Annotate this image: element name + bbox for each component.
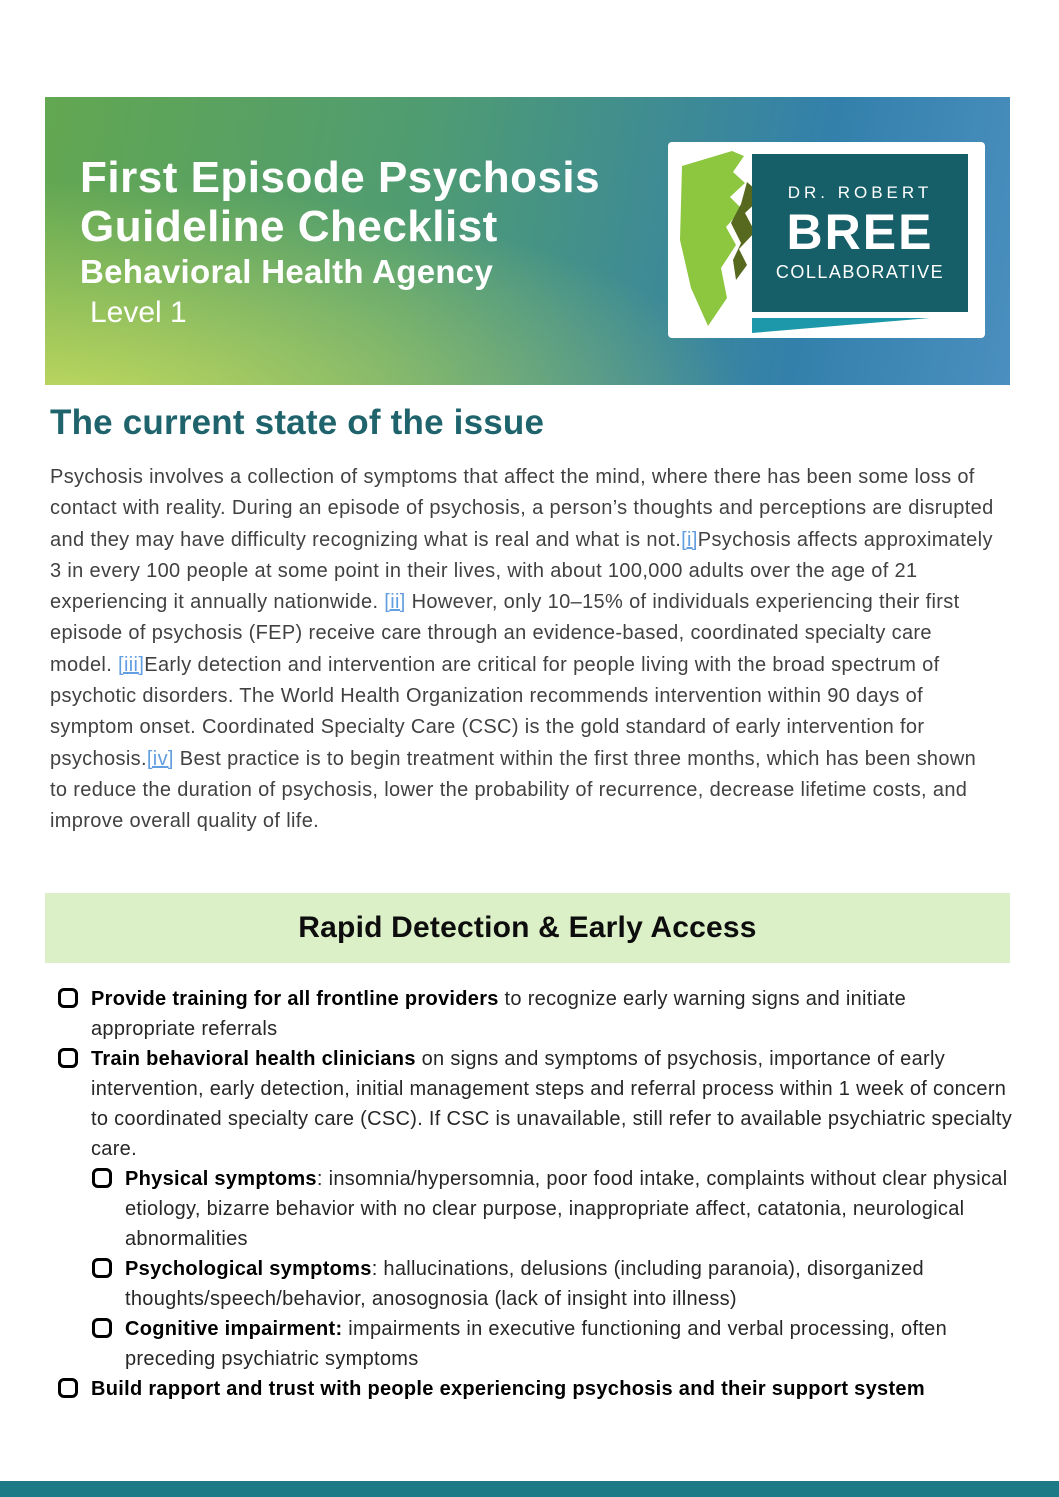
checklist-item-text: Build rapport and trust with people experiencing psychosis and their support system [91, 1378, 925, 1400]
logo-line-bree: BREE [786, 204, 934, 260]
bree-collaborative-logo [668, 142, 985, 338]
checklist-item-text: Train behavioral health clinicians on signs and symptoms of psychosis, importance of early intervention, early detection, initial management steps and referral process within 1 week of concern to coordinated specialty care (CSC). If CSC is unavailable, still refer to available psychiatric specialty care. [91, 1048, 1013, 1160]
logo-line-collaborative: COLLABORATIVE [775, 262, 945, 282]
checklist-item-text: Cognitive impairment: impairments in executive functioning and verbal processing, often preceding psychiatric symptoms [125, 1318, 948, 1370]
checklist [50, 984, 1015, 1404]
checkbox[interactable] [58, 988, 78, 1008]
footnote-link[interactable]: [i] [681, 528, 698, 551]
logo-accent-triangle-icon [752, 318, 930, 333]
checkbox[interactable] [58, 1378, 78, 1398]
checkbox[interactable] [92, 1258, 112, 1278]
checklist-item-text: Physical symptoms: insomnia/hypersomnia, poor food intake, complaints without clear physical etiology, bizarre behavior with no clear purpose, inappropriate affect, catatonia, neurological abnormalities [125, 1168, 1008, 1250]
checkbox[interactable] [92, 1318, 112, 1338]
document-level: Level 1 [90, 296, 187, 329]
logo-text-box [752, 154, 968, 312]
checklist-section-header [45, 893, 1010, 963]
checklist-item-text: Provide training for all frontline providers to recognize early warning signs and initiate appropriate referrals [91, 988, 907, 1040]
checklist-item [58, 1374, 1015, 1404]
header-banner [45, 97, 1010, 385]
checklist-item [58, 984, 1015, 1044]
checklist-item [58, 1044, 1015, 1164]
footer-bar [0, 1481, 1059, 1497]
checkbox[interactable] [92, 1168, 112, 1188]
checklist-item [92, 1314, 1015, 1374]
checklist-item [92, 1254, 1015, 1314]
footnote-link[interactable]: [ii] [384, 591, 406, 614]
document-subtitle: Behavioral Health Agency [80, 253, 494, 290]
footnote-link[interactable]: [iii] [118, 653, 145, 676]
document-title-line-1: First Episode Psychosis [80, 153, 601, 202]
checklist-item-text: Psychological symptoms: hallucinations, delusions (including paranoia), disorganized thoughts/speech/behavior, anosognosia (lack of insight into illness) [125, 1258, 924, 1310]
logo-line-dr-robert: DR. ROBERT [787, 183, 933, 202]
section-heading: The current state of the issue [50, 403, 545, 442]
header-text-block [80, 153, 600, 333]
footnote-link[interactable]: [iv] [146, 747, 174, 770]
checklist-section-title: Rapid Detection & Early Access [298, 911, 757, 944]
intro-paragraph: Psychosis involves a collection of symptoms that affect the mind, where there has been some loss of contact with reality. During an episode of psychosis, a person’s thoughts and perceptions are disrupted and they may have difficulty recognizing what is real and what is not.[i]Psychosis affects approximately 3 in every 100 people at some point in their lives, with about 100,000 adults over the age of 21 experiencing it annually nationwide. [ii] However, only 10–15% of individuals experiencing their first episode of psychosis (FEP) receive care through an evidence-based, coordinated specialty care model. [iii]Early detection and intervention are critical for people living with the broad spectrum of psychotic disorders. The World Health Organization recommends intervention within 90 days of symptom onset. Coordinated Specialty Care (CSC) is the gold standard of early intervention for psychosis.[iv] Best practice is to begin treatment within the first three months, which has been shown to reduce the duration of psychosis, lower the probability of recurrence, decrease lifetime costs, and improve overall quality of life. [50, 466, 994, 833]
document-title-line-2: Guideline Checklist [80, 202, 498, 251]
checklist-item [92, 1164, 1015, 1254]
checkbox[interactable] [58, 1048, 78, 1068]
